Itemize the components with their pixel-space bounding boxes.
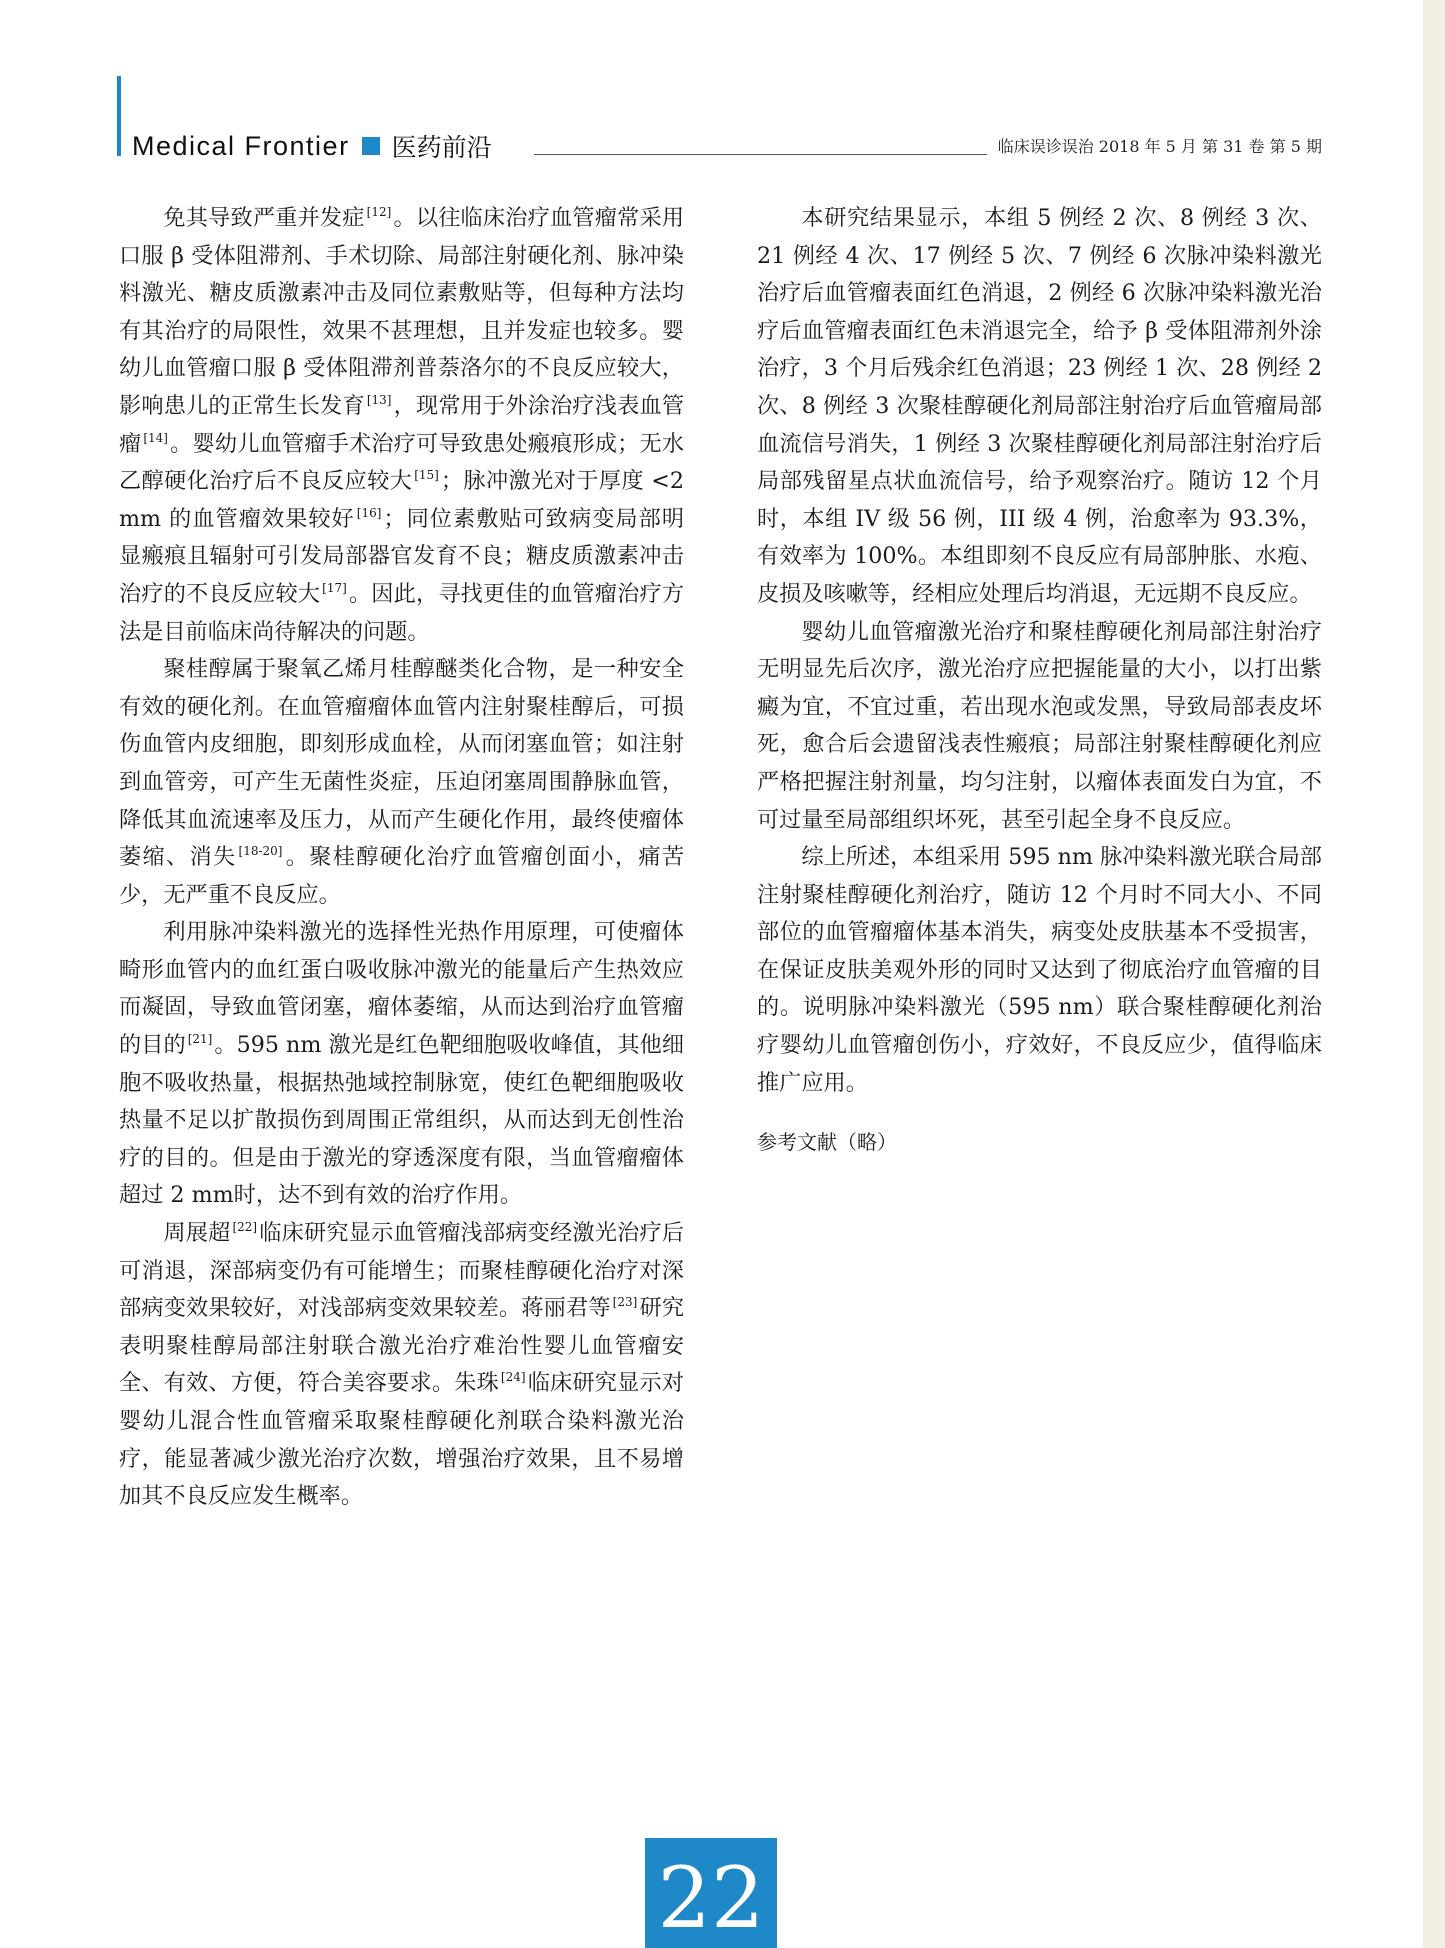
paragraph-text: 聚桂醇属于聚氧乙烯月桂醇醚类化合物，是一种安全有效的硬化剂。在血管瘤瘤体血管内注射聚桂醇后，可损伤血管内皮细胞，即刻形成血栓，从而闭塞血管；如注射到血管旁，可产生无菌性炎症，压迫闭塞周围静脉血管，降低其血流速率及压力，从而产生硬化作用，最终使瘤体萎缩、消失 (119, 656, 684, 871)
citation-ref: [24] (500, 1370, 526, 1385)
paragraph-text: 临床研究显示对婴幼儿混合性血管瘤采取聚桂醇硬化剂联合染料激光治疗，能显著减少激光治疗次数，增强治疗效果，且不易增加其不良反应发生概率。 (119, 1370, 685, 1510)
citation-ref: [15] (414, 468, 439, 483)
journal-citation: 临床误诊误治 2018 年 5 月 第 31 卷 第 5 期 (997, 137, 1322, 156)
body-paragraph (757, 614, 1322, 840)
body-paragraph (119, 914, 684, 1215)
section-title-en: Medical Frontier (132, 130, 350, 161)
page-edge-strip (1423, 0, 1445, 1948)
paragraph-text: 。因此，寻找更佳的血管瘤治疗方法是目前临床尚待解决的问题。 (119, 580, 685, 645)
section-title-cn: 医药前沿 (391, 133, 492, 162)
paragraph-text: 研究表明聚桂醇局部注射联合激光治疗难治性婴儿血管瘤安全、有效、方便，符合美容要求。朱珠 (119, 1295, 685, 1397)
header-accent-bar (117, 76, 121, 156)
right-text-column (757, 200, 1322, 1162)
body-paragraph (757, 839, 1322, 1102)
body-paragraph (119, 1215, 684, 1516)
paragraph-text: 利用脉冲染料激光的选择性光热作用原理，可使瘤体畸形血管内的血红蛋白吸收脉冲激光的能量后产生热效应而凝固，导致血管闭塞，瘤体萎缩，从而达到治疗血管瘤的目的 (119, 919, 684, 1059)
body-paragraph (757, 200, 1322, 614)
citation-ref: [21] (187, 1032, 213, 1047)
paragraph-text: 婴幼儿血管瘤激光治疗和聚桂醇硬化剂局部注射治疗无明显先后次序，激光治疗应把握能量的大小，以打出紫癜为宜，不宜过重，若出现水泡或发黑，导致局部表皮坏死，愈合后会遗留浅表性瘢痕；局部注射聚桂醇硬化剂应严格把握注射剂量，均匀注射，以瘤体表面发白为宜，不可过量至局部组织坏死，甚至引起全身不良反应。 (757, 618, 1322, 833)
paragraph-text: ；同位素敷贴可致病变局部明显瘢痕且辐射可引发局部器官发育不良；糖皮质激素冲击治疗的不良反应较大 (119, 505, 685, 607)
citation-ref: [12] (366, 205, 392, 219)
citation-ref: [16] (356, 505, 382, 520)
paragraph-text: 。以往临床治疗血管瘤常采用口服 β 受体阻滞剂、手术切除、局部注射硬化剂、脉冲染料激光、糖皮质激素冲击及同位素敷贴等，但每种方法均有其治疗的局限性，效果不甚理想，且并发症也较多。婴幼儿血管瘤口服 β 受体阻滞剂普萘洛尔的不良反应较大，影响患儿的正常生长发育 (119, 205, 685, 419)
paragraph-text: 。595 nm 激光是红色靶细胞吸收峰值，其他细胞不吸收热量，根据热弛域控制脉宽，使红色靶细胞吸收热量不足以扩散损伤到周围正常组织，从而达到无创性治疗的目的。但是由于激光的穿透深度有限，当血管瘤瘤体超过 2 mm时，达不到有效的治疗作用。 (119, 1032, 685, 1209)
running-header (132, 128, 1322, 160)
paragraph-text: 综上所述，本组采用 595 nm 脉冲染料激光联合局部注射聚桂醇硬化剂治疗，随访 12 个月时不同大小、不同部位的血管瘤瘤体基本消失，病变处皮肤基本不受损害，在保证皮肤美观外形的同时又达到了彻底治疗血管瘤的目的。说明脉冲染料激光（595 nm）联合聚桂醇硬化剂治疗婴幼儿血管瘤创伤小，疗效好，不良反应少，值得临床推广应用。 (757, 844, 1322, 1096)
citation-ref: [18-20] (238, 844, 283, 859)
square-bullet-icon (362, 137, 380, 155)
citation-ref: [22] (232, 1220, 258, 1235)
right-column-paragraphs (757, 200, 1322, 1102)
paragraph-text: 免其导致严重并发症 (163, 205, 365, 231)
paragraph-text: 临床研究显示血管瘤浅部病变经激光治疗后可消退，深部病变仍有可能增生；而聚桂醇硬化治疗对深部病变效果较好，对浅部病变效果较差。蒋丽君等 (119, 1220, 685, 1322)
citation-ref: [14] (143, 430, 168, 445)
paragraph-text: 周展超 (163, 1220, 231, 1247)
citation-ref: [13] (366, 392, 392, 407)
body-paragraph (119, 200, 684, 651)
references-note: 参考文献（略） (757, 1130, 897, 1155)
citation-ref: [23] (612, 1295, 638, 1310)
section-brand (132, 128, 492, 164)
paragraph-text: 。婴幼儿血管瘤手术治疗可导致患处瘢痕形成；无水乙醇硬化治疗后不良反应较大 (119, 430, 685, 495)
left-text-column (119, 200, 684, 1516)
paragraph-text: ；脉冲激光对于厚度 <2 mm 的血管瘤效果较好 (119, 468, 685, 532)
paragraph-text: 。聚桂醇硬化治疗血管瘤创面小，痛苦少，无严重不良反应。 (119, 844, 685, 908)
paragraph-text: ，现常用于外涂治疗浅表血管瘤 (119, 392, 685, 457)
body-paragraph (119, 651, 684, 914)
citation-ref: [17] (322, 580, 347, 595)
header-rule (534, 154, 987, 155)
paragraph-text: 本研究结果显示，本组 5 例经 2 次、8 例经 3 次、21 例经 4 次、17 例经 5 次、7 例经 6 次脉冲染料激光治疗后血管瘤表面红色消退，2 例经 6 次脉冲染料激光治疗后血管瘤表面红色未消退完全，给予 β 受体阻滞剂外涂治疗，3 个月后残余红色消退；23 例经 1 次、28 例经 2 次、8 例经 3 次聚桂醇硬化剂局部注射治疗后血管瘤局部血流信号消失，1 例经 3 次聚桂醇硬化剂局部注射治疗后局部残留星点状血流信号，给予观察治疗。随访 12 个月时，本组 IV 级 56 例，III 级 4 例，治愈率为 93.3%，有效率为 100%。本组即刻不良反应有局部肿胀、水疱、皮损及咳嗽等，经相应处理后均消退，无远期不良反应。 (757, 205, 1322, 607)
page-number-box (645, 1838, 777, 1948)
page-number: 22 (657, 1849, 765, 1947)
